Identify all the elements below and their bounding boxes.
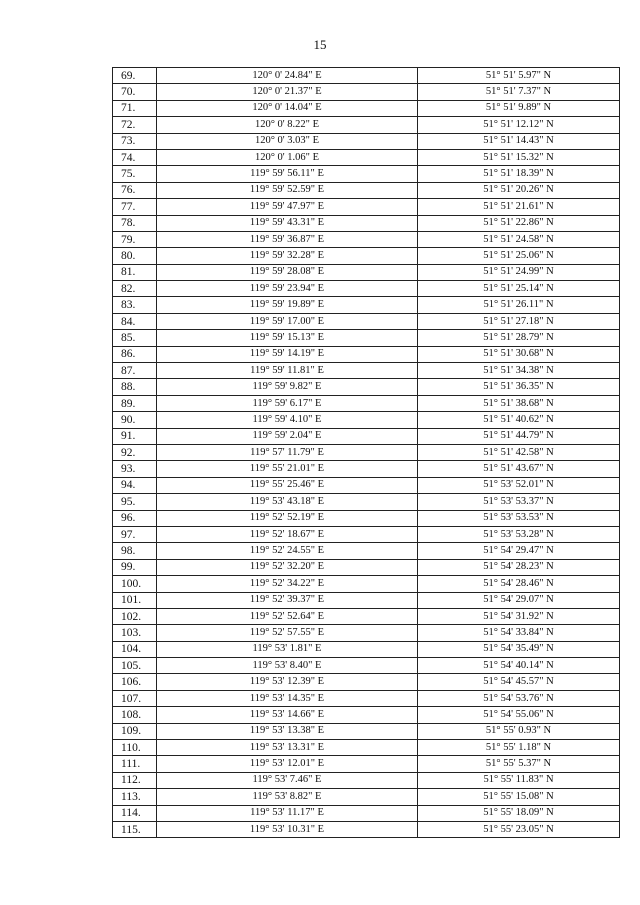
- longitude-cell: 120° 0' 1.06" E: [157, 149, 418, 165]
- latitude-cell: 51° 55' 18.09" N: [418, 805, 620, 821]
- table-row: [113, 363, 620, 379]
- table-row: [113, 313, 620, 329]
- table-row: [113, 117, 620, 133]
- longitude-cell: 119° 55' 25.46" E: [157, 477, 418, 493]
- table-row: [113, 740, 620, 756]
- point-number-cell: 82.: [113, 281, 157, 297]
- table-row: [113, 149, 620, 165]
- point-number-cell: 89.: [113, 395, 157, 411]
- point-number-cell: 79.: [113, 231, 157, 247]
- point-number-cell: 78.: [113, 215, 157, 231]
- latitude-cell: 51° 51' 34.38" N: [418, 363, 620, 379]
- longitude-cell: 119° 53' 12.01" E: [157, 756, 418, 772]
- latitude-cell: 51° 53' 53.53" N: [418, 510, 620, 526]
- latitude-cell: 51° 55' 15.08" N: [418, 789, 620, 805]
- latitude-cell: 51° 51' 25.06" N: [418, 248, 620, 264]
- point-number-cell: 108.: [113, 707, 157, 723]
- longitude-cell: 119° 53' 1.81" E: [157, 641, 418, 657]
- latitude-cell: 51° 51' 5.97" N: [418, 68, 620, 84]
- latitude-cell: 51° 51' 28.79" N: [418, 330, 620, 346]
- longitude-cell: 119° 52' 39.37" E: [157, 592, 418, 608]
- longitude-cell: 119° 55' 21.01" E: [157, 461, 418, 477]
- point-number-cell: 83.: [113, 297, 157, 313]
- point-number-cell: 111.: [113, 756, 157, 772]
- point-number-cell: 101.: [113, 592, 157, 608]
- point-number-cell: 93.: [113, 461, 157, 477]
- table-row: [113, 133, 620, 149]
- point-number-cell: 106.: [113, 674, 157, 690]
- point-number-cell: 92.: [113, 444, 157, 460]
- longitude-cell: 119° 53' 43.18" E: [157, 494, 418, 510]
- point-number-cell: 70.: [113, 84, 157, 100]
- latitude-cell: 51° 55' 11.83" N: [418, 772, 620, 788]
- point-number-cell: 95.: [113, 494, 157, 510]
- latitude-cell: 51° 51' 18.39" N: [418, 166, 620, 182]
- longitude-cell: 119° 52' 24.55" E: [157, 543, 418, 559]
- latitude-cell: 51° 54' 53.76" N: [418, 690, 620, 706]
- longitude-cell: 120° 0' 14.04" E: [157, 100, 418, 116]
- point-number-cell: 91.: [113, 428, 157, 444]
- table-row: [113, 641, 620, 657]
- longitude-cell: 119° 59' 2.04" E: [157, 428, 418, 444]
- longitude-cell: 120° 0' 24.84" E: [157, 68, 418, 84]
- table-row: [113, 166, 620, 182]
- longitude-cell: 119° 59' 4.10" E: [157, 412, 418, 428]
- table-row: [113, 592, 620, 608]
- table-row: [113, 559, 620, 575]
- latitude-cell: 51° 51' 21.61" N: [418, 199, 620, 215]
- table-row: [113, 576, 620, 592]
- latitude-cell: 51° 53' 53.28" N: [418, 526, 620, 542]
- latitude-cell: 51° 53' 52.01" N: [418, 477, 620, 493]
- point-number-cell: 109.: [113, 723, 157, 739]
- longitude-cell: 119° 59' 15.13" E: [157, 330, 418, 346]
- latitude-cell: 51° 51' 26.11" N: [418, 297, 620, 313]
- table-row: [113, 346, 620, 362]
- table-row: [113, 248, 620, 264]
- table-row: [113, 395, 620, 411]
- latitude-cell: 51° 54' 31.92" N: [418, 608, 620, 624]
- table-row: [113, 428, 620, 444]
- point-number-cell: 99.: [113, 559, 157, 575]
- latitude-cell: 51° 51' 24.58" N: [418, 231, 620, 247]
- point-number-cell: 104.: [113, 641, 157, 657]
- longitude-cell: 119° 52' 57.55" E: [157, 625, 418, 641]
- latitude-cell: 51° 51' 20.26" N: [418, 182, 620, 198]
- latitude-cell: 51° 51' 14.43" N: [418, 133, 620, 149]
- longitude-cell: 119° 59' 47.97" E: [157, 199, 418, 215]
- table-row: [113, 510, 620, 526]
- longitude-cell: 119° 52' 52.64" E: [157, 608, 418, 624]
- point-number-cell: 88.: [113, 379, 157, 395]
- point-number-cell: 77.: [113, 199, 157, 215]
- table-row: [113, 330, 620, 346]
- point-number-cell: 107.: [113, 690, 157, 706]
- longitude-cell: 119° 59' 56.11" E: [157, 166, 418, 182]
- latitude-cell: 51° 54' 45.57" N: [418, 674, 620, 690]
- longitude-cell: 119° 59' 9.82" E: [157, 379, 418, 395]
- latitude-cell: 51° 51' 43.67" N: [418, 461, 620, 477]
- longitude-cell: 119° 53' 10.31" E: [157, 821, 418, 837]
- latitude-cell: 51° 53' 53.37" N: [418, 494, 620, 510]
- point-number-cell: 87.: [113, 363, 157, 379]
- table-row: [113, 231, 620, 247]
- latitude-cell: 51° 51' 7.37" N: [418, 84, 620, 100]
- table-row: [113, 100, 620, 116]
- latitude-cell: 51° 54' 33.84" N: [418, 625, 620, 641]
- table-row: [113, 264, 620, 280]
- longitude-cell: 119° 57' 11.79" E: [157, 444, 418, 460]
- table-row: [113, 84, 620, 100]
- latitude-cell: 51° 51' 27.18" N: [418, 313, 620, 329]
- table-row: [113, 723, 620, 739]
- longitude-cell: 119° 53' 13.38" E: [157, 723, 418, 739]
- table-row: [113, 494, 620, 510]
- point-number-cell: 110.: [113, 740, 157, 756]
- point-number-cell: 113.: [113, 789, 157, 805]
- latitude-cell: 51° 51' 25.14" N: [418, 281, 620, 297]
- table-row: [113, 444, 620, 460]
- table-row: [113, 690, 620, 706]
- point-number-cell: 114.: [113, 805, 157, 821]
- longitude-cell: 119° 59' 14.19" E: [157, 346, 418, 362]
- table-row: [113, 281, 620, 297]
- point-number-cell: 100.: [113, 576, 157, 592]
- latitude-cell: 51° 51' 44.79" N: [418, 428, 620, 444]
- latitude-cell: 51° 54' 35.49" N: [418, 641, 620, 657]
- longitude-cell: 119° 53' 12.39" E: [157, 674, 418, 690]
- latitude-cell: 51° 54' 40.14" N: [418, 658, 620, 674]
- table-row: [113, 215, 620, 231]
- table-row: [113, 68, 620, 84]
- latitude-cell: 51° 55' 5.37" N: [418, 756, 620, 772]
- point-number-cell: 112.: [113, 772, 157, 788]
- longitude-cell: 119° 59' 6.17" E: [157, 395, 418, 411]
- latitude-cell: 51° 55' 1.18" N: [418, 740, 620, 756]
- latitude-cell: 51° 51' 42.58" N: [418, 444, 620, 460]
- point-number-cell: 76.: [113, 182, 157, 198]
- latitude-cell: 51° 51' 38.68" N: [418, 395, 620, 411]
- point-number-cell: 69.: [113, 68, 157, 84]
- point-number-cell: 90.: [113, 412, 157, 428]
- longitude-cell: 119° 53' 7.46" E: [157, 772, 418, 788]
- longitude-cell: 120° 0' 3.03" E: [157, 133, 418, 149]
- longitude-cell: 119° 59' 11.81" E: [157, 363, 418, 379]
- point-number-cell: 98.: [113, 543, 157, 559]
- longitude-cell: 119° 53' 13.31" E: [157, 740, 418, 756]
- longitude-cell: 119° 59' 43.31" E: [157, 215, 418, 231]
- latitude-cell: 51° 54' 29.47" N: [418, 543, 620, 559]
- latitude-cell: 51° 51' 15.32" N: [418, 149, 620, 165]
- latitude-cell: 51° 51' 36.35" N: [418, 379, 620, 395]
- point-number-cell: 75.: [113, 166, 157, 182]
- table-row: [113, 182, 620, 198]
- latitude-cell: 51° 55' 0.93" N: [418, 723, 620, 739]
- longitude-cell: 119° 52' 34.22" E: [157, 576, 418, 592]
- coordinates-table-body: [113, 68, 620, 838]
- longitude-cell: 120° 0' 21.37" E: [157, 84, 418, 100]
- longitude-cell: 119° 59' 17.00" E: [157, 313, 418, 329]
- longitude-cell: 119° 52' 18.67" E: [157, 526, 418, 542]
- longitude-cell: 120° 0' 8.22" E: [157, 117, 418, 133]
- latitude-cell: 51° 51' 12.12" N: [418, 117, 620, 133]
- table-row: [113, 674, 620, 690]
- point-number-cell: 72.: [113, 117, 157, 133]
- table-row: [113, 608, 620, 624]
- table-row: [113, 461, 620, 477]
- latitude-cell: 51° 55' 23.05" N: [418, 821, 620, 837]
- point-number-cell: 80.: [113, 248, 157, 264]
- point-number-cell: 86.: [113, 346, 157, 362]
- table-row: [113, 477, 620, 493]
- latitude-cell: 51° 51' 24.99" N: [418, 264, 620, 280]
- longitude-cell: 119° 53' 14.35" E: [157, 690, 418, 706]
- table-row: [113, 756, 620, 772]
- longitude-cell: 119° 53' 11.17" E: [157, 805, 418, 821]
- table-row: [113, 297, 620, 313]
- coordinates-table: [112, 67, 620, 838]
- point-number-cell: 96.: [113, 510, 157, 526]
- point-number-cell: 84.: [113, 313, 157, 329]
- longitude-cell: 119° 59' 36.87" E: [157, 231, 418, 247]
- latitude-cell: 51° 51' 40.62" N: [418, 412, 620, 428]
- longitude-cell: 119° 53' 8.82" E: [157, 789, 418, 805]
- page-number: 15: [313, 37, 327, 52]
- table-row: [113, 543, 620, 559]
- point-number-cell: 97.: [113, 526, 157, 542]
- longitude-cell: 119° 59' 28.08" E: [157, 264, 418, 280]
- point-number-cell: 73.: [113, 133, 157, 149]
- latitude-cell: 51° 54' 55.06" N: [418, 707, 620, 723]
- table-row: [113, 625, 620, 641]
- point-number-cell: 103.: [113, 625, 157, 641]
- table-row: [113, 658, 620, 674]
- table-row: [113, 789, 620, 805]
- latitude-cell: 51° 54' 28.23" N: [418, 559, 620, 575]
- table-row: [113, 379, 620, 395]
- point-number-cell: 85.: [113, 330, 157, 346]
- longitude-cell: 119° 52' 32.20" E: [157, 559, 418, 575]
- point-number-cell: 81.: [113, 264, 157, 280]
- longitude-cell: 119° 53' 14.66" E: [157, 707, 418, 723]
- latitude-cell: 51° 51' 30.68" N: [418, 346, 620, 362]
- table-row: [113, 772, 620, 788]
- table-row: [113, 526, 620, 542]
- latitude-cell: 51° 54' 28.46" N: [418, 576, 620, 592]
- longitude-cell: 119° 59' 52.59" E: [157, 182, 418, 198]
- longitude-cell: 119° 59' 32.28" E: [157, 248, 418, 264]
- latitude-cell: 51° 51' 22.86" N: [418, 215, 620, 231]
- table-row: [113, 199, 620, 215]
- longitude-cell: 119° 59' 23.94" E: [157, 281, 418, 297]
- table-row: [113, 412, 620, 428]
- point-number-cell: 74.: [113, 149, 157, 165]
- latitude-cell: 51° 51' 9.89" N: [418, 100, 620, 116]
- point-number-cell: 71.: [113, 100, 157, 116]
- point-number-cell: 105.: [113, 658, 157, 674]
- longitude-cell: 119° 52' 52.19" E: [157, 510, 418, 526]
- point-number-cell: 102.: [113, 608, 157, 624]
- point-number-cell: 94.: [113, 477, 157, 493]
- longitude-cell: 119° 53' 8.40" E: [157, 658, 418, 674]
- table-row: [113, 821, 620, 837]
- point-number-cell: 115.: [113, 821, 157, 837]
- latitude-cell: 51° 54' 29.07" N: [418, 592, 620, 608]
- table-row: [113, 707, 620, 723]
- longitude-cell: 119° 59' 19.89" E: [157, 297, 418, 313]
- table-row: [113, 805, 620, 821]
